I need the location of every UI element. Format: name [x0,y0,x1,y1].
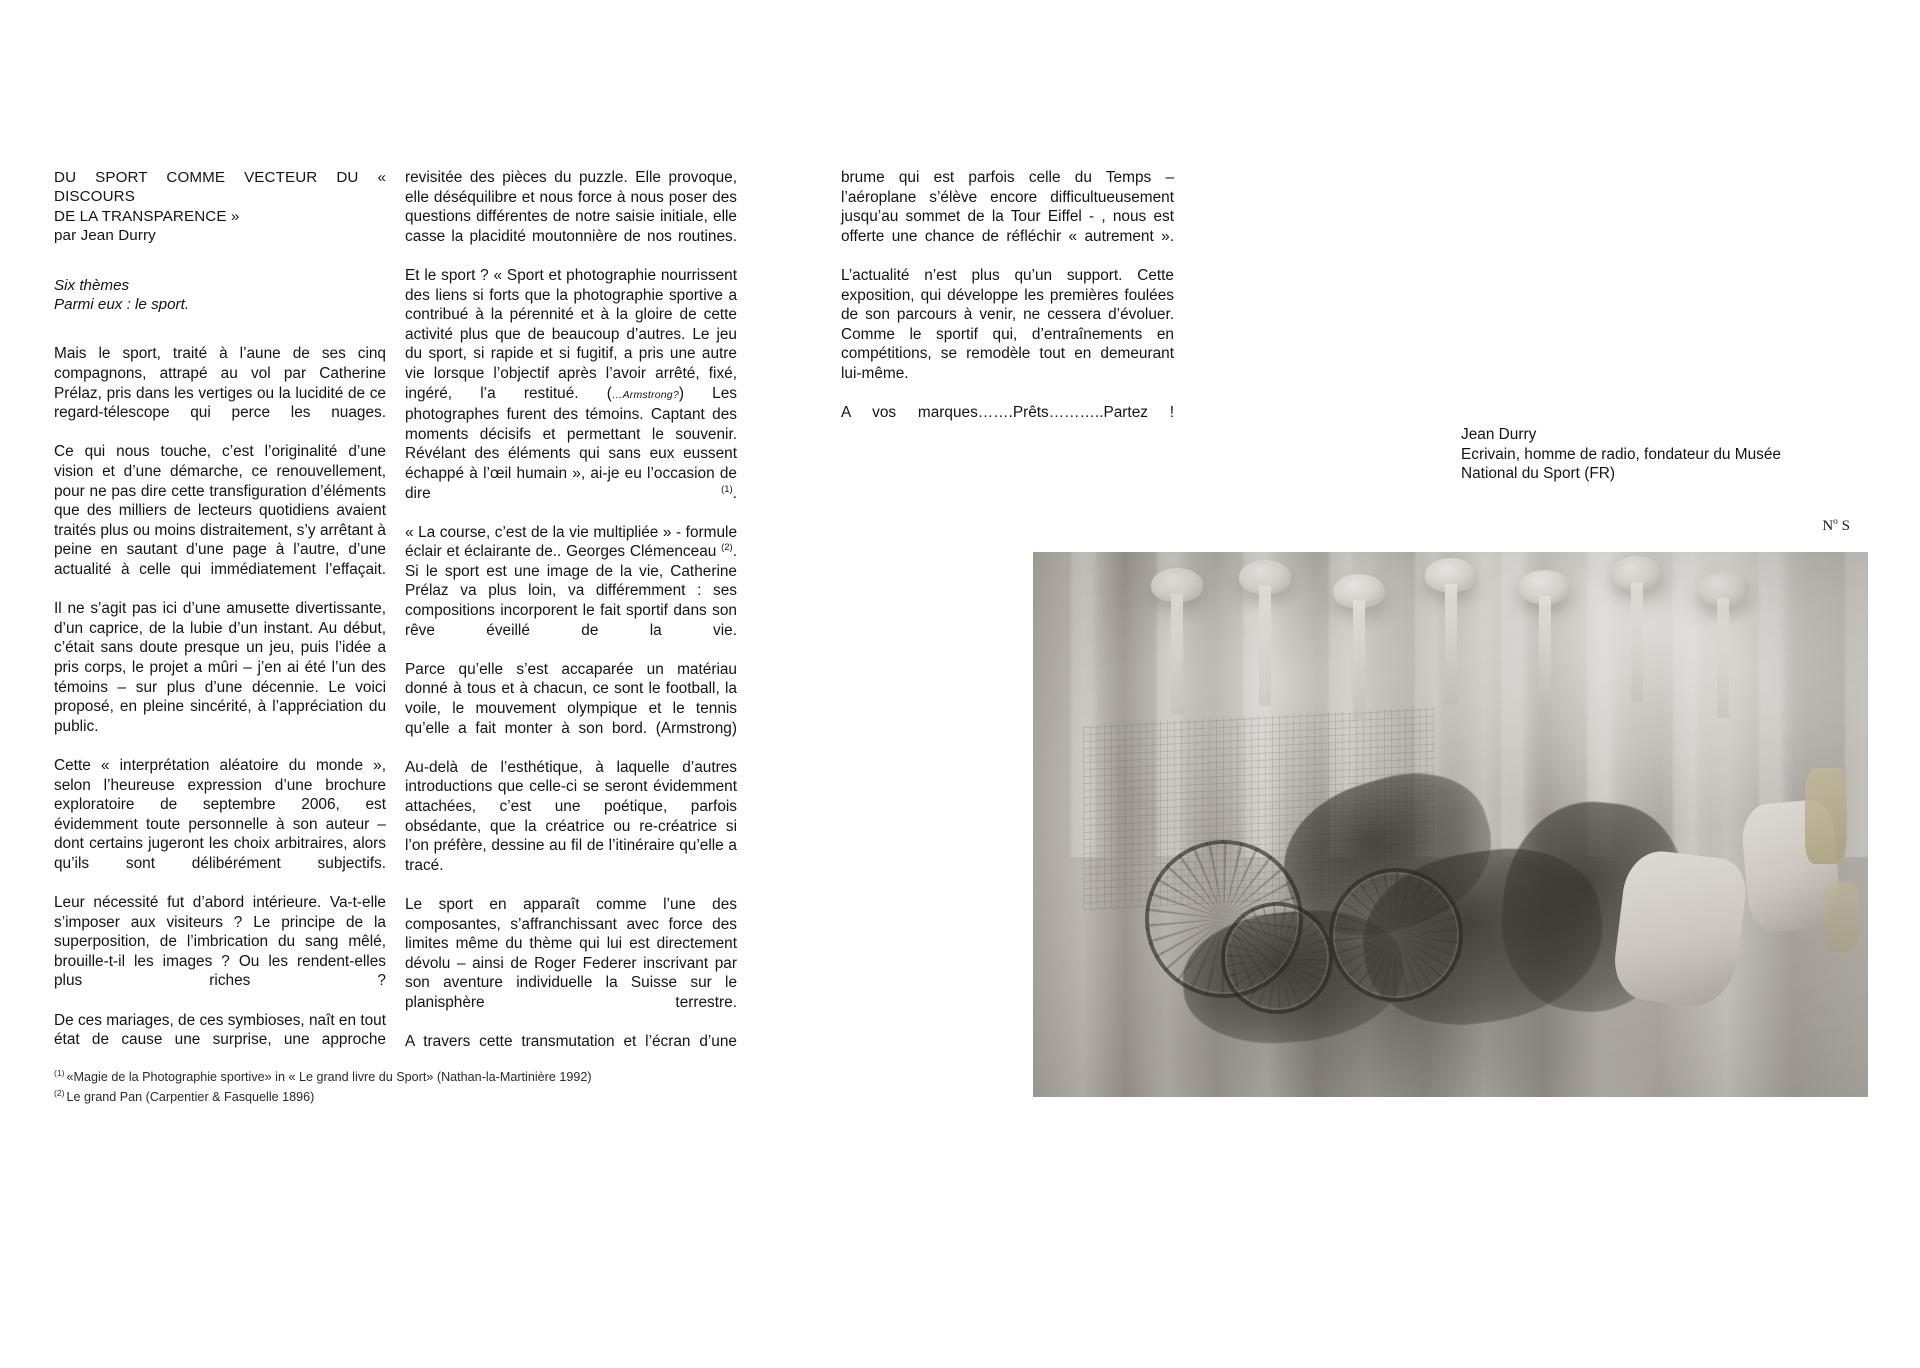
photo-lamp-head [1239,560,1291,594]
folio-value: S [1841,518,1850,534]
themes-note [54,276,386,315]
article-byline: par Jean Durry [54,227,156,245]
photo-yellow-accent [1825,882,1859,952]
themes-line-1: Six thèmes [54,276,130,294]
paragraph: Parce qu’elle s’est accaparée un matériau donné à tous et à chacun, ce sont le football, la voile, le mouvement olympique et le tennis qu’elle a fait monter à son bord. (Armstrong) [405,660,737,737]
paragraph: Et le sport ? « Sport et photographie nourrissent des liens si forts que la photographie sportive a contribué à la pérennité et à la gloire de cette activité plus que de beaucoup d’autres. Le jeu du sport, si rapide et si fugitif, a pris une autre vie lorsque l’objectif après l’avoir arrêté, fixé, ingéré, l’a restitué. (…Armstrong?) Les photographes furent des témoins. Captant des moments décisifs et permettant le souvenir. Révélant des éléments qui sans eux eussent échappé à l’œil humain », ai-je eu l’occasion de dire $^{(1)}$. [405,266,737,502]
spacer-after-themes [54,314,386,344]
photo-bicycle-wheel [1329,868,1463,1002]
signature-role-line-2: National du Sport (FR) [1461,465,1615,483]
footnote-item [54,1087,814,1107]
photo-lamp-head [1519,570,1571,604]
text-column-1 [54,168,386,1069]
photo-rider-jersey [1610,847,1749,1011]
photo-lamp-head [1697,572,1749,606]
footnote-text: «Magie de la Photographie sportive» in « Le grand livre du Sport» (Nathan-la-Martinière 1992) [66,1070,592,1084]
signature-role-line-1: Ecrivain, homme de radio, fondateur du Musée [1461,445,1781,463]
folio-prefix: N [1822,518,1834,534]
signature-name: Jean Durry [1461,426,1537,443]
column-1-body [54,344,386,1069]
column-2-body [405,168,737,1071]
paragraph: Leur nécessité fut d’abord intérieure. Va-t-elle s’imposer aux visiteurs ? Le principe de la superposition, de l’imbrication du sang mêlé, brouille-t-il les images ? Ou les rendent-elles plus riches ? [54,894,386,990]
footnote-marker: (1) [54,1067,65,1078]
photograph-image [1033,552,1868,1097]
paragraph: De ces mariages, de ces symbioses, naît en tout état de cause une surprise, une approche [54,1011,386,1049]
inline-whisper-note: …Armstrong? [611,388,679,401]
paragraph: « La course, c’est de la vie multipliée » - formule éclair et éclairante de.. Georges Clémenceau $^{(2)}$. Si le sport est une image de la vie, Catherine Prélaz va plus loin, va différemment : ses compositions incorporent le fait sportif dans son rêve éveillé de la vie. [405,523,737,639]
footnote-marker: (2) [54,1087,65,1098]
article-title [54,168,386,246]
text-column-3 [841,168,1174,442]
paragraph: Ce qui nous touche, c’est l’originalité d’une vision et d’une démarche, ce renouvellement, pour ne pas dire cette transfiguration d’éléments que des milliers de lecteurs quotidiens avaient traités plus ou moins distraitement, s’y arrêtant à peine en sautant d’une page à l’autre, d’une actualité à celle qui immédiatement l’effaçait. [54,443,386,578]
themes-line-2: Parmi eux : le sport. [54,296,190,314]
folio-ordinal: o [1833,517,1838,527]
folio-number [1760,518,1850,535]
footnote-item [54,1067,814,1087]
paragraph: A vos marques…….Prêts………..Partez ! [841,404,1174,422]
paragraph: A travers cette transmutation et l’écran d’une [405,1033,737,1051]
photo-lamp-head [1425,558,1477,592]
paragraph: Cette « interprétation aléatoire du monde », selon l’heureuse expression d’une brochure exploratoire de septembre 2006, est évidemment toute personnelle à son auteur – dont certains jugeront les choix arbitraires, alors qu’ils sont délibérément subjectifs. [54,756,386,872]
paragraph: L’actualité n’est plus qu’un support. Cette exposition, qui développe les premières foulées de son parcours à venir, ne cessera d’évoluer. Comme le sportif qui, d’entraînements en compétitions, se remodèle tout en demeurant lui-même. [841,266,1174,382]
photo-lamp-head [1611,556,1663,590]
paragraph: brume qui est parfois celle du Temps – l’aéroplane s’élève encore difficultueusement jusqu’au sommet de la Tour Eiffel - , nous est offerte une chance de réfléchir « autrement ». [841,169,1174,245]
article-title-line-1: DU SPORT COMME VECTEUR DU « DISCOURS [54,169,386,206]
paragraph: Mais le sport, traité à l’aune de ses cinq compagnons, attrapé au vol par Catherine Prélaz, pris dans les vertiges ou la lucidité de ce regard-télescope qui perce les nuages. [54,345,386,422]
paragraph: revisitée des pièces du puzzle. Elle provoque, elle déséquilibre et nous force à nous poser des questions différentes de notre saisie initiale, elle casse la placidité moutonnière de nos routines. [405,169,737,245]
paragraph: Au-delà de l’esthétique, à laquelle d’autres introductions que celle-ci se seront évidemment attachées, c’est une poétique, parfois obsédante, que la créatrice ou re-créatrice si l’on préfère, dessine au fil de l’itinéraire qu’elle a tracé. [405,758,737,874]
paragraph: Il ne s’agit pas ici d’une amusette divertissante, d’un caprice, de la lubie d’un instant. Au début, c’était sans doute presque un jeu, puis l’idée a pris corps, le projet a mûri – j’en ai été l’un des témoins – sur plus d’une décennie. Le voici proposé, en pleine sincérité, à l’appréciation du public. [54,600,386,735]
footnotes-block [54,1067,814,1107]
footnote-text: Le grand Pan (Carpentier & Fasquelle 1896) [66,1090,315,1104]
article-title-line-2: DE LA TRANSPARENCE » [54,207,240,225]
column-3-body [841,168,1174,442]
text-column-2 [405,168,737,1071]
photo-yellow-accent [1805,768,1847,864]
photo-lamp-head [1151,568,1203,602]
footnote-reference: (2) [721,542,733,554]
photo-lamp-head [1333,574,1385,608]
footnote-reference: (1) [721,483,733,495]
paragraph: Le sport en apparaît comme l’une des composantes, s’affranchissant avec force des limites même du thème qui lui est directement dévolu – ainsi de Roger Federer inscrivant par son aventure individuelle la Suisse sur le planisphère terrestre. [405,895,737,1011]
spacer-after-title [54,246,386,276]
author-signature [1461,425,1861,484]
photograph [1033,552,1868,1097]
